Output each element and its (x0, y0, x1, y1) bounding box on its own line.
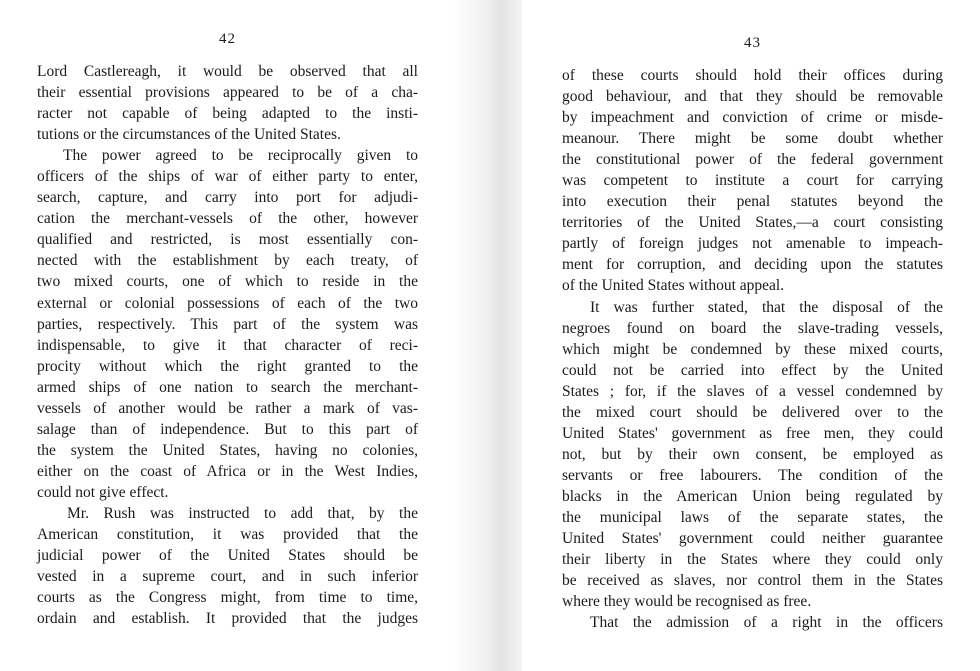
text-line: racter not capable of being adapted to the insti- (37, 105, 418, 123)
text-line: partly of foreign judges not amenable to impeach- (562, 235, 943, 253)
text-line: cation the merchant-vessels of the other, however (37, 210, 418, 228)
text-line: ordain and establish. It provided that the judges (37, 610, 418, 628)
page-text (37, 61, 418, 629)
page-number: 42 (219, 31, 236, 47)
text-line: good behaviour, and that they should be removable (562, 88, 943, 106)
text-line: American constitution, it was provided that the (37, 526, 418, 544)
paragraph-start-line: That the admission of a right in the officers (590, 614, 943, 632)
text-line: United States' government could neither guarantee (562, 530, 943, 548)
paragraph-start-line: Mr. Rush was instructed to add that, by the (67, 504, 418, 522)
text-line: indispensable, to give it that character of reci- (37, 336, 418, 354)
text-line: salage than of independence. But to this part of (37, 420, 418, 438)
text-line: the constitutional power of the federal government (562, 151, 943, 169)
text-line: where they would be recognised as free. (562, 593, 812, 611)
page-number: 43 (744, 35, 761, 51)
text-line: States ; for, if the slaves of a vessel condemned by (562, 382, 943, 400)
text-line: procity without which the right granted to the (37, 357, 418, 375)
text-line: could not give effect. (37, 483, 169, 501)
text-line: their essential provisions appeared to be of a cha- (37, 84, 418, 102)
text-line: Lord Castlereagh, it would be observed that all (37, 63, 418, 80)
text-line: vessels of another would be rather a mark of vas- (37, 399, 418, 417)
text-line: nected with the establishment by each treaty, of (37, 252, 418, 270)
page-text (562, 65, 943, 633)
text-line: of these courts should hold their offices during (562, 67, 943, 84)
page-gutter (452, 0, 522, 671)
text-line: was competent to institute a court for carrying (562, 172, 943, 190)
text-line: officers of the ships of war of either party to enter, (37, 168, 418, 186)
text-line: the mixed court should be delivered over to the (562, 403, 943, 421)
text-line: the system the United States, having no colonies, (37, 441, 418, 459)
text-line: the municipal laws of the separate states, the (562, 508, 943, 526)
text-line: ment for corruption, and deciding upon the statutes (562, 256, 943, 274)
text-line: external or colonial possessions of each of the two (37, 294, 418, 312)
text-line: courts as the Congress might, from time to time, (37, 589, 418, 607)
text-line: of the United States without appeal. (562, 277, 785, 295)
text-line: territories of the United States,—a court consisting (562, 214, 943, 232)
text-line: parties, respectively. This part of the system was (37, 315, 418, 333)
text-line: be received as slaves, nor control them in the States (562, 572, 943, 590)
text-line: could not be carried into effect by the United (562, 361, 943, 379)
paragraph-start-line: It was further stated, that the disposal of the (590, 298, 943, 316)
text-line: their liberty in the States where they could only (562, 551, 943, 569)
text-line: not, but by their own consent, be employed as (562, 445, 943, 463)
text-line: vested in a supreme court, and in such inferior (37, 568, 418, 586)
text-line: armed ships of one nation to search the merchant- (37, 378, 418, 396)
text-line: blacks in the American Union being regulated by (562, 487, 943, 505)
text-line: servants or free labourers. The condition of the (562, 466, 943, 484)
text-line: into execution their penal statutes beyond the (562, 193, 943, 211)
text-line: meanour. There might be some doubt whether (562, 130, 943, 148)
text-line: either on the coast of Africa or in the West Indies, (37, 462, 418, 480)
text-line: which might be condemned by these mixed courts, (562, 340, 943, 358)
text-line: negroes found on board the slave-trading vessels, (562, 319, 943, 337)
text-line: United States' government as free men, they could (562, 424, 943, 442)
text-line: qualified and restricted, is most essentially con- (37, 231, 418, 249)
text-line: by impeachment and conviction of crime or misde- (562, 109, 943, 127)
text-line: search, capture, and carry into port for adjudi- (37, 189, 418, 207)
text-line: tutions or the circumstances of the United States. (37, 126, 341, 144)
paragraph-start-line: The power agreed to be reciprocally given to (63, 147, 418, 165)
text-line: judicial power of the United States should be (37, 547, 418, 565)
text-line: two mixed courts, one of which to reside in the (37, 273, 418, 291)
